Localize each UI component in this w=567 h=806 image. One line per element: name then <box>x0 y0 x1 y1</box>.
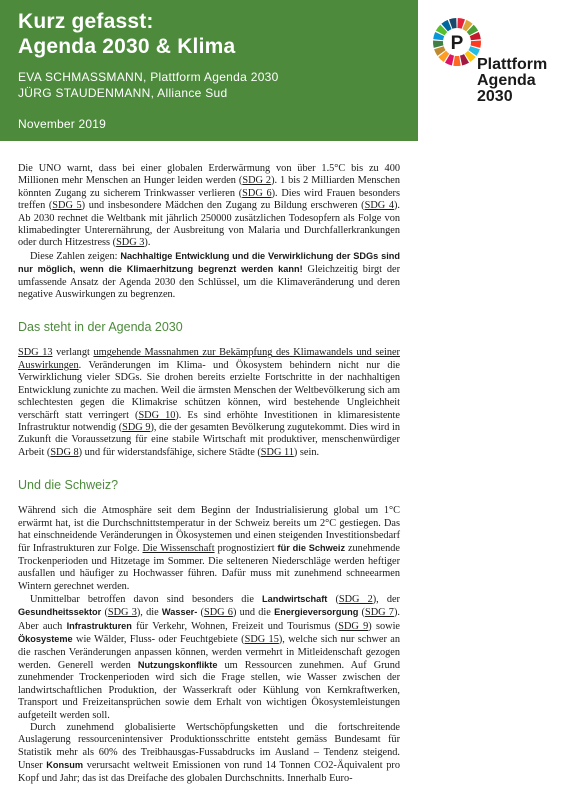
intro-paragraph-1: Die UNO warnt, dass bei einer globalen Erderwärmung von über 1.5°C bis zu 400 Millionen mehr Menschen an Hunger leiden werden (SDG 2). 1 bis 2 Milliarden Menschen könnten Zugang zu sicherem Trinkwasser verlieren (SDG 6). Dies wird Frauen besonders treffen (SDG 5) und insbesondere Mädchen den Zugang zu Bildung erschweren (SDG 4). Ab 2030 rechnet die Weltbank mit jährlich 250000 zusätzlichen Todesopfern als Folge von klimabedingter Unterernährung, der Ausbreitung von Malaria und Durchfallerkrankungen oder durch Hitzestress (SDG 3). <box>18 163 400 249</box>
wheel-segment <box>433 41 443 48</box>
sdg-11-link[interactable]: SDG 11 <box>260 446 294 458</box>
sdg-15-link[interactable]: SDG 15 <box>244 634 279 646</box>
section-heading-schweiz: Und die Schweiz? <box>18 478 119 493</box>
sdg-8-link[interactable]: SDG 8 <box>50 446 79 458</box>
header-banner <box>0 0 418 141</box>
climate-action-link[interactable]: umgehende Massnahmen zur Bekämpfung des Klimawandels und seiner Auswirkungen <box>18 347 400 371</box>
logo-text-line-1: Plattform <box>477 56 548 73</box>
wheel-segment <box>453 56 460 66</box>
schweiz-paragraph-1: Während sich die Atmosphäre seit dem Beginn der Industrialisierung global um 1°C erwärmt hat, ist die Durchschnittstemperatur in der Schweiz bereits um 2°C gestiegen. Das hat einschneidende Veränderungen in Ökosystemen und einen steigenden Investitionsbedarf für Infrastrukturen zur Folge. Die Wissenschaft prognostiziert für die Schweiz zunehmende Trockenperioden und Hitzetage im Sommer. Die selteneren Niederschläge werden heftiger ausfallen und häufiger zu Hochwasser führen. Dafür muss mit zunehmend schneearmen Wintern gerechnet werden. <box>18 505 400 592</box>
sdg-13-link[interactable]: SDG 13 <box>18 347 53 359</box>
sdg-2-link[interactable]: SDG 2 <box>242 175 272 187</box>
sdg-2-link[interactable]: SDG 2 <box>338 593 373 605</box>
title-line-2: Agenda 2030 & Klima <box>18 35 236 58</box>
sdg-wheel-icon <box>432 17 482 67</box>
sdg-9-link[interactable]: SDG 9 <box>122 421 151 433</box>
sdg-5-link[interactable]: SDG 5 <box>52 200 82 212</box>
key-message: Nachhaltige Entwicklung und die Verwirklichung der SDGs sind nur möglich, wenn die Klimaerhitzung begrenzt werden kann! <box>18 250 401 275</box>
sdg-6-link[interactable]: SDG 6 <box>242 187 272 199</box>
agenda-paragraph: SDG 13 verlangt umgehende Massnahmen zur Bekämpfung des Klimawandels und seiner Auswirkungen. Veränderungen im Klima- und Ökosystem behindern nicht nur die Verwirklichung vieler SDGs. Sie drohen bereits erzielte Fortschritte in der nachhaltigen Entwicklung zunichte zu machen. Weil die ärmsten Menschen der Weltbevölkerung sich am schlechtesten gegen die Klimakrise schützen können, wird bestehende Ungleichheit verschärft statt verringert (SDG 10). Es sind erhöhte Investitionen in klimaresistente Infrastruktur notwendig (SDG 9), die der gesamten Bevölkerung zugutekommt. Dies wird in Zukunft die Voraussetzung für eine stabile Wirtschaft mit produktiver, menschenwürdiger Arbeit (SDG 8) und für widerstandsfähige, sichere Städte (SDG 11) sein. <box>18 347 400 458</box>
intro-paragraph-2: Diese Zahlen zeigen: Nachhaltige Entwicklung und die Verwirklichung der SDGs sind nur möglich, wenn die Klimaerhitzung begrenzt werden kann! Gleichzeitig birgt der umfassende Ansatz der Agenda 2030 den Schlüssel, um die Klimaveränderung und deren negative Auswirkungen zu begrenzen. <box>18 250 401 301</box>
logo-text-line-3: 2030 <box>477 88 513 105</box>
sdg-3-link[interactable]: SDG 3 <box>107 607 137 619</box>
authors <box>18 69 279 101</box>
publication-date: November 2019 <box>18 117 106 131</box>
plattform-logo <box>429 14 559 114</box>
section-heading-agenda: Das steht in der Agenda 2030 <box>18 320 183 335</box>
logo-letter: P <box>450 33 464 54</box>
author-1: EVA SCHMASSMANN, Plattform Agenda 2030 <box>18 70 279 84</box>
sdg-10-link[interactable]: SDG 10 <box>138 409 176 421</box>
wheel-segment <box>471 41 481 48</box>
science-link[interactable]: Die Wissenschaft <box>142 543 215 555</box>
author-2: JÜRG STAUDENMANN, Alliance Sud <box>18 86 228 100</box>
sdg-6-link[interactable]: SDG 6 <box>203 607 233 619</box>
article-body <box>18 163 400 785</box>
schweiz-paragraph-3: Durch zunehmend globalisierte Wertschöpfungsketten und die fortschreitende Auslagerung ressourcenintensiver Produktionsschritte entsteht gemäss Bundesamt für Statistik mehr als 60% des Treibhausgas-Fussabdrucks im Ausland – Tendenz steigend. Unser Konsum verursacht weltweit Emissionen von rund 14 Tonnen CO2-Äquivalent pro Kopf und Jahr; das ist das Dreifache des globalen Durchschnitts. Innerhalb Euro- <box>18 722 400 784</box>
title-line-1: Kurz gefasst: <box>18 10 154 33</box>
sdg-7-link[interactable]: SDG 7 <box>364 607 394 619</box>
sdg-4-link[interactable]: SDG 4 <box>364 200 394 212</box>
page-title <box>18 9 235 59</box>
schweiz-paragraph-2: Unmittelbar betroffen davon sind besonders die Landwirtschaft (SDG 2), der Gesundheitssektor (SDG 3), die Wasser- (SDG 6) und die Energieversorgung (SDG 7). Aber auch Infrastrukturen für Verkehr, Wohnen, Freizeit und Tourismus (SDG 9) sowie Ökosysteme wie Wälder, Fluss- oder Feuchtgebiete (SDG 15), welche sich nur schwer an die raschen Veränderungen anpassen können, werden vermehrt in Mitleidenschaft gezogen werden. Generell werden Nutzungskonflikte um Ressourcen zunehmen. Auf Grund zunehmender Trockenperioden wird sich die Frage stellen, wie Wasser zwischen der landwirtschaftlichen Produktion, der Wasserkraft oder Kühlung von Kernkraftwerken, Transport und Freizeitansprüchen sowie dem Erhalt von wichtigen Ökosystemleistungen aufgeteilt werden soll. <box>18 593 400 721</box>
sdg-3-link[interactable]: SDG 3 <box>116 237 145 249</box>
logo-text-line-2: Agenda <box>477 72 536 89</box>
logo-text <box>477 57 547 105</box>
sdg-9-link[interactable]: SDG 9 <box>338 620 369 632</box>
